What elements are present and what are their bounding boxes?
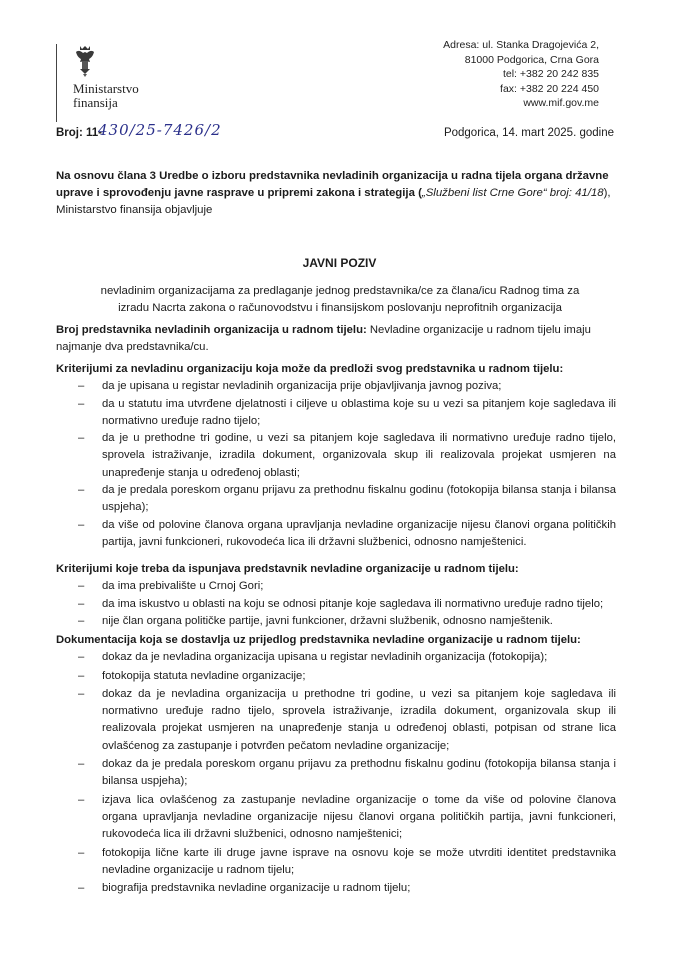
list-item — [56, 378, 616, 395]
list-item — [56, 482, 616, 517]
reference-number-label: Broj: 11- — [56, 127, 103, 139]
section-representative-criteria — [56, 561, 616, 630]
intro-text-end: ), Ministarstvo finansija objavljuje — [56, 187, 611, 216]
dash-bullet-icon: – — [78, 432, 85, 445]
list-item-text: da u statutu ima utvrđene djelatnosti i ciljeve u oblastima koje su u vezi sa pitanjem koje sagledava ili normativno uređuje radno tijelo; — [102, 397, 616, 427]
list-item-text: dokaz da je nevladina organizacija upisana u registar nevladinih organizacija (fotokopija); — [102, 651, 548, 664]
intro-gazette-reference: „Službeni list Crne Gore“ broj: 41/18 — [421, 187, 604, 199]
criteria-list — [56, 578, 616, 630]
section-heading: Dokumentacija koja se dostavlja uz prijedlog predstavnika nevladine organizacije u radnom tijelu: — [56, 634, 581, 646]
address-block — [443, 38, 599, 111]
section-text: Nevladine organizacije u radnom tijelu imaju najmanje dva predstavnika/cu. — [56, 324, 591, 354]
dash-bullet-icon: – — [78, 669, 85, 682]
list-item-text: nije član organa političke partije, javni funkcioner, državni službenik, odnosno namještenik. — [102, 614, 553, 627]
list-item-text: da ima iskustvo u oblasti na koju se odnosi pitanje koje sagledava ili normativno uređuje radno tijelo; — [102, 597, 604, 610]
list-item-text: fotokopija statuta nevladine organizacije; — [102, 669, 306, 682]
dash-bullet-icon: – — [78, 580, 85, 593]
address-line: fax: +382 20 224 450 — [500, 82, 599, 95]
section-heading: Broj predstavnika nevladinih organizacija u radnom tijelu: — [56, 324, 367, 336]
intro-paragraph — [56, 168, 616, 219]
ministry-name — [73, 82, 139, 110]
list-item — [56, 578, 616, 595]
documentation-list — [56, 649, 616, 897]
list-item-text: da je predala poreskom organu prijavu za prethodnu fiskalnu godinu (fotokopija bilansa stanja i bilansa uspjeha); — [102, 484, 616, 514]
list-item — [56, 430, 616, 482]
list-item — [56, 756, 616, 791]
dash-bullet-icon: – — [78, 758, 85, 771]
list-item — [56, 613, 616, 630]
logo-divider — [56, 44, 57, 122]
list-item — [56, 649, 616, 666]
list-item-text: biografija predstavnika nevladine organizacije u radnom tijelu; — [102, 882, 411, 895]
document-subtitle: nevladinim organizacijama za predlaganje jednog predstavnika/ce za člana/icu Radnog tima za izradu Nacrta zakona o računovodstvu i finansijskom poslovanju neprofitnih organizacija — [100, 285, 580, 314]
dash-bullet-icon: – — [78, 597, 85, 610]
address-line: tel: +382 20 242 835 — [502, 68, 599, 81]
list-item-text: dokaz da je nevladina organizacija u prethodne tri godine, u vezi sa pitanjem koje sagledava ili normativno uređuje radno tijelo, sprovela istraživanje, izradila dokument, organizovala skup ili realizovala projekat usmjeren na unapređenje stanja u određenoj oblasti, potpisan od strane lica ovlašćenog za zastupanje i potvrđen pečatom nevladine organizacije; — [102, 687, 616, 752]
intro-text: Na osnovu člana 3 Uredbe o izboru predstavnika nevladinih organizacija u radna tijela organa državne uprave i sprovođenju javne rasprave u pripremi zakona i strategija ( — [56, 170, 609, 199]
dash-bullet-icon: – — [78, 882, 85, 895]
list-item-text: izjava lica ovlašćenog za zastupanje nevladine organizacije o tome da više od polovine članova organa upravljanja nevladine organizacije nijesu članovi organa političkih partija, javni funkcioneri, rukovodeća lica ili državni službenici, odnosno namještenici; — [102, 793, 616, 841]
list-item — [56, 792, 616, 844]
dash-bullet-icon: – — [78, 518, 85, 531]
list-item-text: da više od polovine članova organa upravljanja nevladine organizacije nijesu članovi organa političkih partija, javni funkcioneri, rukovodeća lica ili državni službenici, odnosno namještenici. — [102, 518, 616, 548]
ministry-logo-block — [56, 44, 196, 124]
dash-bullet-icon: – — [78, 651, 85, 664]
list-item — [56, 517, 616, 552]
document-title: JAVNI POZIV — [302, 256, 377, 270]
list-item-text: dokaz da je predala poreskom organu prijavu za prethodnu fiskalnu godinu (fotokopija bilansa stanja i bilansa uspjeha); — [102, 758, 616, 788]
ministry-name-line1: Ministarstvo — [73, 81, 139, 96]
dash-bullet-icon: – — [78, 484, 85, 497]
list-item — [56, 880, 616, 897]
list-item — [56, 596, 616, 613]
list-item-text: da je upisana u registar nevladinih organizacija prije objavljivanja javnog poziva; — [102, 380, 502, 393]
dash-bullet-icon: – — [78, 846, 85, 859]
section-documentation — [56, 632, 616, 898]
criteria-list — [56, 378, 616, 551]
dash-bullet-icon: – — [78, 793, 85, 806]
section-heading: Kriterijumi koje treba da ispunjava predstavnik nevladine organizacije u radnom tijelu: — [56, 563, 519, 575]
dash-bullet-icon: – — [78, 687, 85, 700]
list-item — [56, 396, 616, 431]
address-line: www.mif.gov.me — [523, 97, 599, 110]
dash-bullet-icon: – — [78, 614, 85, 627]
list-item — [56, 845, 616, 880]
ministry-name-line2: finansija — [73, 95, 118, 110]
section-heading: Kriterijumi za nevladinu organizaciju koja može da predloži svog predstavnika u radnom tijelu: — [56, 363, 564, 375]
list-item-text: da ima prebivalište u Crnoj Gori; — [102, 580, 264, 593]
list-item — [56, 686, 616, 755]
document-date: Podgorica, 14. mart 2025. godine — [443, 127, 614, 139]
list-item-text: fotokopija lične karte ili druge javne isprave na osnovu koje se može utvrditi identitet predstavnika nevladine organizacije u radnom tijelu; — [102, 846, 616, 876]
list-item — [56, 668, 616, 685]
address-line: Adresa: ul. Stanka Dragojevića 2, — [443, 39, 599, 51]
dash-bullet-icon: – — [78, 397, 85, 410]
address-line: 81000 Podgorica, Crna Gora — [464, 53, 599, 66]
coat-of-arms-icon — [74, 44, 96, 78]
section-ngo-criteria — [56, 361, 616, 551]
section-representatives-count — [56, 322, 616, 357]
dash-bullet-icon: – — [78, 380, 85, 393]
handwritten-reference-number: 430/25-7426/2 — [98, 121, 222, 139]
reference-row — [56, 123, 616, 145]
list-item-text: da je u prethodne tri godine, u vezi sa pitanjem koje sagledava ili normativno uređuje radno tijelo, sprovela istraživanje, izradila dokument, organizovala skup ili realizovala projekat usmjeren na unapređenje stanja u određenoj oblasti; — [102, 432, 616, 479]
